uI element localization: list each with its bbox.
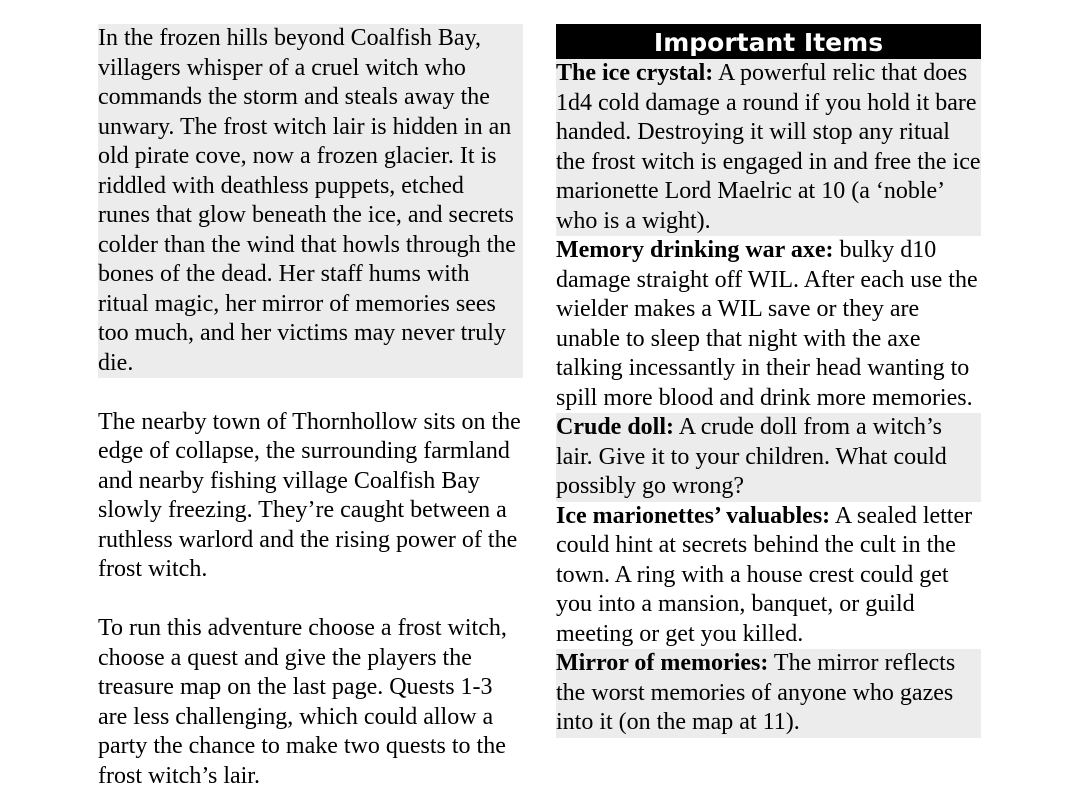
item-name: Mirror of memories: bbox=[556, 650, 769, 676]
item-marionette-valuables bbox=[556, 502, 981, 650]
item-ice-crystal bbox=[556, 59, 981, 236]
left-column bbox=[98, 24, 523, 791]
paragraph-spacer bbox=[98, 378, 523, 408]
town-paragraph: The nearby town of Thornhollow sits on the edge of collapse, the surrounding farmland and nearby fishing village Coalfish Bay slowly freezing. They’re caught between a ruthless warlord and the rising power of the frost witch. bbox=[98, 408, 521, 582]
item-description: bulky d10 damage straight off WIL. After each use the wielder makes a WIL save or they are unable to sleep that night with the axe talking incessantly in their head wanting to spill more blood and drink more memories. bbox=[556, 237, 978, 411]
item-crude-doll bbox=[556, 413, 981, 502]
paragraph-spacer bbox=[98, 585, 523, 615]
how-to-run-paragraph: To run this adventure choose a frost witch, choose a quest and give the players the treasure map on the last page. Quests 1-3 are less challenging, which could allow a party the chance to make two quests to the frost witch’s lair. bbox=[98, 615, 507, 789]
item-name: Ice marionettes’ valuables: bbox=[556, 502, 831, 529]
item-name: Memory drinking war axe: bbox=[556, 237, 834, 263]
item-war-axe bbox=[556, 236, 981, 413]
item-description: A crude doll from a witch’s lair. Give it to your children. What could possibly go wrong? bbox=[556, 414, 947, 499]
item-name: The ice crystal: bbox=[556, 60, 714, 86]
item-description: A sealed letter could hint at secrets behind the cult in the town. A ring with a house crest could get you into a mansion, banquet, or guild meeting or get you killed. bbox=[556, 502, 973, 647]
item-description: A powerful relic that does 1d4 cold damage a round if you hold it bare handed. Destroying it will stop any ritual the frost witch is engaged in and free the ice marionette Lord Maelric at 10 (a ‘noble’ who is a wight). bbox=[556, 60, 981, 234]
right-column bbox=[556, 24, 981, 738]
item-mirror-of-memories bbox=[556, 649, 981, 738]
intro-paragraph: In the frozen hills beyond Coalfish Bay, villagers whisper of a cruel witch who commands the storm and steals away the unwary. The frost witch lair is hidden in an old pirate cove, now a frozen glacier. It is riddled with deathless puppets, etched runes that glow beneath the ice, and secrets colder than the wind that howls through the bones of the dead. Her staff hums with ritual magic, her mirror of memories sees too much, and her victims may never truly die. bbox=[98, 24, 523, 378]
item-description: The mirror reflects the worst memories of anyone who gazes into it (on the map at 11). bbox=[556, 650, 956, 735]
item-name: Crude doll: bbox=[556, 414, 675, 440]
section-header: Important Items bbox=[556, 24, 981, 59]
